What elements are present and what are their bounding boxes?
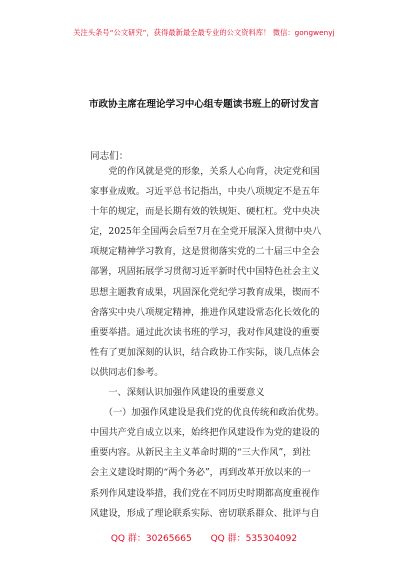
salutation: 同志们：	[90, 151, 129, 162]
body-line: 定，2025年全国两会后至7月在全党开展深入贯彻中央八	[90, 226, 322, 238]
footer-contact	[0, 531, 408, 544]
footer-qq-group-2: QQ 群：535304092	[210, 534, 298, 544]
body-line: 性有了更加深刻的认识，结合政协工作实际，谈几点体会	[90, 346, 320, 358]
body-line: 项规定精神学习教育，这是贯彻落实党的二十届三中全会	[90, 246, 320, 258]
body-line: 系列作风建设举措，我们党在不同历史时期都高度重视作	[90, 487, 320, 499]
body-line: 舍落实中央八项规定精神，推进作风建设常态化长效化的	[90, 306, 320, 318]
body-text	[90, 162, 352, 524]
body-line: 党的作风就是党的形象，关系人心向背，决定党和国	[90, 166, 320, 177]
body-line: 家事业成败。习近平总书记指出，中央八项规定不是五年	[90, 186, 320, 198]
body-line: 十年的规定，而是长期有效的铁规矩、硬杠杠。党中央决	[90, 206, 320, 218]
body-line: 以供同志们参考。	[90, 366, 164, 378]
body-line: 风建设，形成了理论联系实际、密切联系群众、批评与自	[90, 507, 320, 519]
body-line: 重要内容。从新民主主义革命时期的“三大作风”，到社	[90, 447, 311, 459]
body-line: 一、深刻认识加强作风建设的重要意义	[90, 387, 265, 399]
body-line: 中国共产党自成立以来，始终把作风建设作为党的建设的	[90, 427, 320, 439]
body-line: 重要举措。通过此次读书班的学习，我对作风建设的重要	[90, 326, 320, 338]
body-line: 思想主题教育成果，巩固深化党纪学习教育成果，锲而不	[90, 286, 320, 298]
body-line: （一）加强作风建设是我们党的优良传统和政治优势。	[90, 407, 325, 419]
document-title: 市政协主席在理论学习中心组专题读书班上的研讨发言	[88, 99, 320, 110]
promo-banner: 关注头条号“公文研究”，获得最新最全最专业的公文资料库！ 微信：gongwenyj	[73, 28, 335, 37]
body-line: 部署，巩固拓展学习贯彻习近平新时代中国特色社会主义	[90, 266, 320, 278]
footer-qq-group-1: QQ 群：30265665	[110, 534, 192, 544]
body-line: 会主义建设时期的“两个务必”，再到改革开放以来的一	[90, 467, 311, 479]
